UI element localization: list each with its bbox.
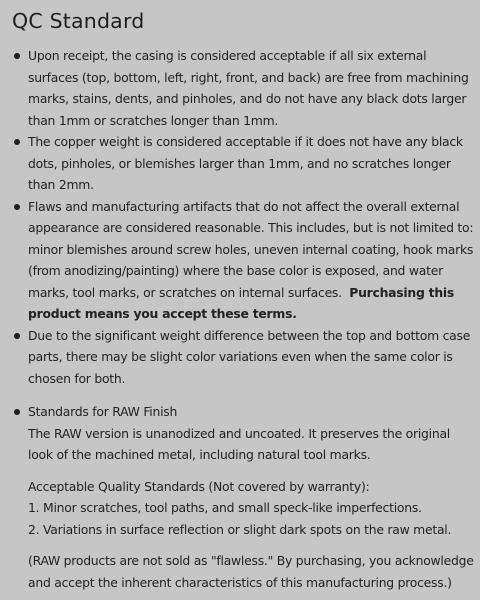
bullet-dot-icon <box>14 53 20 59</box>
bullet-dot-icon <box>14 139 20 145</box>
bullet-text: Due to the significant weight difference between the top and bottom case parts, there may be slight color variations even when the same color is chosen for both. <box>28 327 471 386</box>
bullet-raw-finish <box>12 401 476 593</box>
raw-acceptable-heading: Acceptable Quality Standards (Not covered by warranty): <box>28 478 370 494</box>
raw-bullet-list <box>12 401 476 593</box>
raw-heading: Standards for RAW Finish <box>28 404 178 419</box>
raw-item-2: 2. Variations in surface reflection or slight dark spots on the raw metal. <box>28 521 452 537</box>
page-title: QC Standard <box>12 9 145 33</box>
bullet-text: Flaws and manufacturing artifacts that do not affect the overall external appearance are considered reasonable. This includes, but is not limited to: minor blemishes around screw holes, uneven internal coating, hook marks (from anodizing/painting) where the base color is exposed, and water marks, tool marks, or scratches on internal surfaces. <box>28 198 474 300</box>
bullet-dot-icon <box>14 204 20 210</box>
raw-spacer <box>28 466 476 476</box>
bullet-color-variation <box>12 325 476 390</box>
raw-spacer <box>28 540 476 550</box>
raw-note: (RAW products are not sold as "flawless." By purchasing, you acknowledge and accept the inherent characteristics of this manufacturing process.) <box>28 553 474 590</box>
bullet-flaws-artifacts <box>12 196 476 325</box>
bullet-text: The copper weight is considered acceptable if it does not have any black dots, pinholes, or blemishes larger than 1mm, and no scratches longer than 2mm. <box>28 134 463 192</box>
bullet-casing-standard <box>12 45 476 131</box>
qc-bullet-list <box>12 45 476 389</box>
bullet-dot-icon <box>14 409 20 415</box>
raw-item-1: 1. Minor scratches, tool paths, and small speck-like imperfections. <box>28 500 422 515</box>
bullet-text: Upon receipt, the casing is considered acceptable if all six external surfaces (top, bottom, left, right, front, and back) are free from machining marks, stains, dents, and pinholes, and do not have any black dots larger than 1mm or scratches longer than 1mm. <box>28 48 469 128</box>
section-gap <box>12 389 476 401</box>
terms-acceptance-bold: Purchasing this product means you accept these terms. <box>28 284 455 321</box>
bullet-dot-icon <box>14 333 20 339</box>
raw-description: The RAW version is unanodized and uncoated. It preserves the original look of the machined metal, including natural tool marks. <box>28 425 450 462</box>
bullet-copper-weight-standard <box>12 131 476 196</box>
